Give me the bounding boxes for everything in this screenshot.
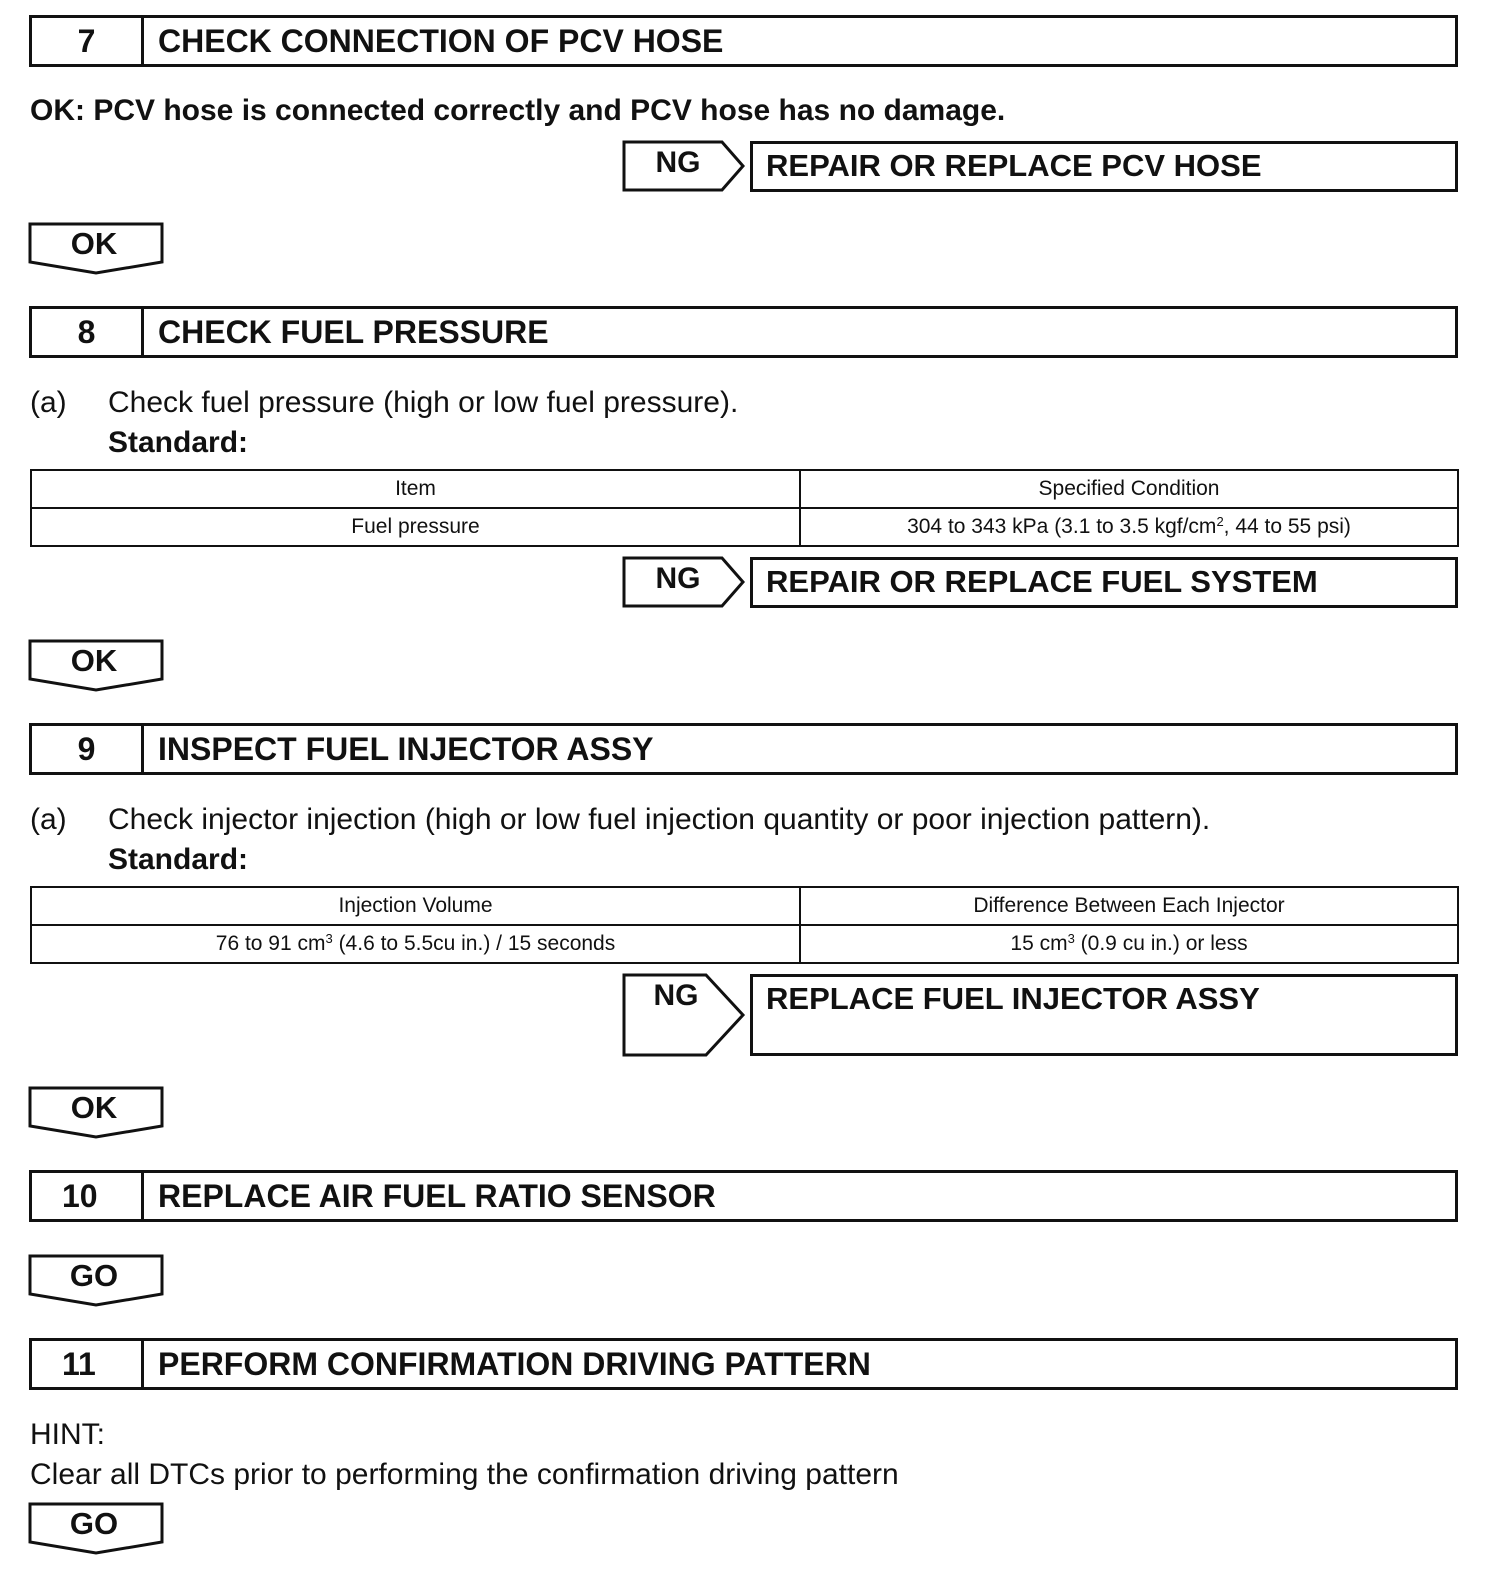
go-flow-label: GO [69, 1506, 119, 1541]
ok-flow-tag [28, 222, 166, 274]
step-title: PERFORM CONFIRMATION DRIVING PATTERN [158, 1346, 871, 1382]
table-cell [800, 925, 1458, 963]
step-title: REPLACE AIR FUEL RATIO SENSOR [158, 1178, 716, 1214]
ng-label: NG [653, 979, 699, 1012]
table-header-cell: Item [31, 470, 800, 508]
ok-flow-label: OK [70, 226, 118, 261]
superscript: 2 [1216, 514, 1224, 529]
substep-marker: (a) [30, 386, 67, 419]
injector-spec-table [30, 886, 1459, 964]
spec-text: 76 to 91 cm [215, 932, 326, 955]
ng-action-box: REPAIR OR REPLACE FUEL SYSTEM [750, 557, 1458, 608]
substep-marker: (a) [30, 803, 67, 836]
ok-flow-label: OK [70, 643, 118, 678]
step-9-header [29, 723, 1458, 775]
table-header-cell: Difference Between Each Injector [800, 887, 1458, 925]
superscript: 3 [325, 931, 333, 946]
go-flow-tag [28, 1254, 166, 1306]
step-number: 10 [32, 1173, 144, 1219]
step-title: CHECK FUEL PRESSURE [158, 314, 549, 350]
spec-text: 304 to 343 kPa (3.1 to 3.5 kgf/cm [907, 515, 1217, 538]
instruction-text: Check fuel pressure (high or low fuel pressure). [108, 386, 739, 419]
instruction-text: Check injector injection (high or low fuel injection quantity or poor injection pattern). [108, 803, 1211, 836]
table-cell [800, 508, 1458, 546]
superscript: 3 [1067, 931, 1075, 946]
step-number: 9 [32, 726, 144, 772]
spec-text: (0.9 cu in.) or less [1074, 932, 1248, 955]
ok-flow-tag [28, 639, 166, 691]
hint-label: HINT: [30, 1418, 105, 1451]
table-cell [31, 925, 800, 963]
ng-action-box: REPLACE FUEL INJECTOR ASSY [750, 974, 1458, 1056]
fuel-pressure-spec-table [30, 469, 1459, 547]
table-header-cell: Injection Volume [31, 887, 800, 925]
ok-flow-label: OK [70, 1090, 118, 1125]
spec-text: 15 cm [1010, 932, 1068, 955]
hint-text: Clear all DTCs prior to performing the confirmation driving pattern [30, 1458, 899, 1491]
spec-text: , 44 to 55 psi) [1223, 515, 1351, 538]
ng-action-box: REPAIR OR REPLACE PCV HOSE [750, 141, 1458, 192]
step-7-header [29, 15, 1458, 67]
ok-flow-tag [28, 1086, 166, 1138]
step-title: CHECK CONNECTION OF PCV HOSE [158, 23, 724, 59]
table-header-cell: Specified Condition [800, 470, 1458, 508]
step-title: INSPECT FUEL INJECTOR ASSY [158, 731, 654, 767]
ok-condition-statement: OK: PCV hose is connected correctly and PCV hose has no damage. [30, 94, 1006, 127]
go-flow-tag [28, 1502, 166, 1554]
ng-label: NG [655, 146, 701, 179]
go-flow-label: GO [69, 1258, 119, 1293]
standard-label: Standard: [108, 426, 249, 459]
step-10-header [29, 1170, 1458, 1222]
standard-label: Standard: [108, 843, 249, 876]
table-cell: Fuel pressure [31, 508, 800, 546]
step-8-header [29, 306, 1458, 358]
spec-text: (4.6 to 5.5cu in.) / 15 seconds [332, 932, 616, 955]
step-number: 11 [32, 1341, 144, 1387]
step-11-header [29, 1338, 1458, 1390]
step-number: 8 [32, 309, 144, 355]
step-number: 7 [32, 18, 144, 64]
ng-label: NG [655, 562, 701, 595]
